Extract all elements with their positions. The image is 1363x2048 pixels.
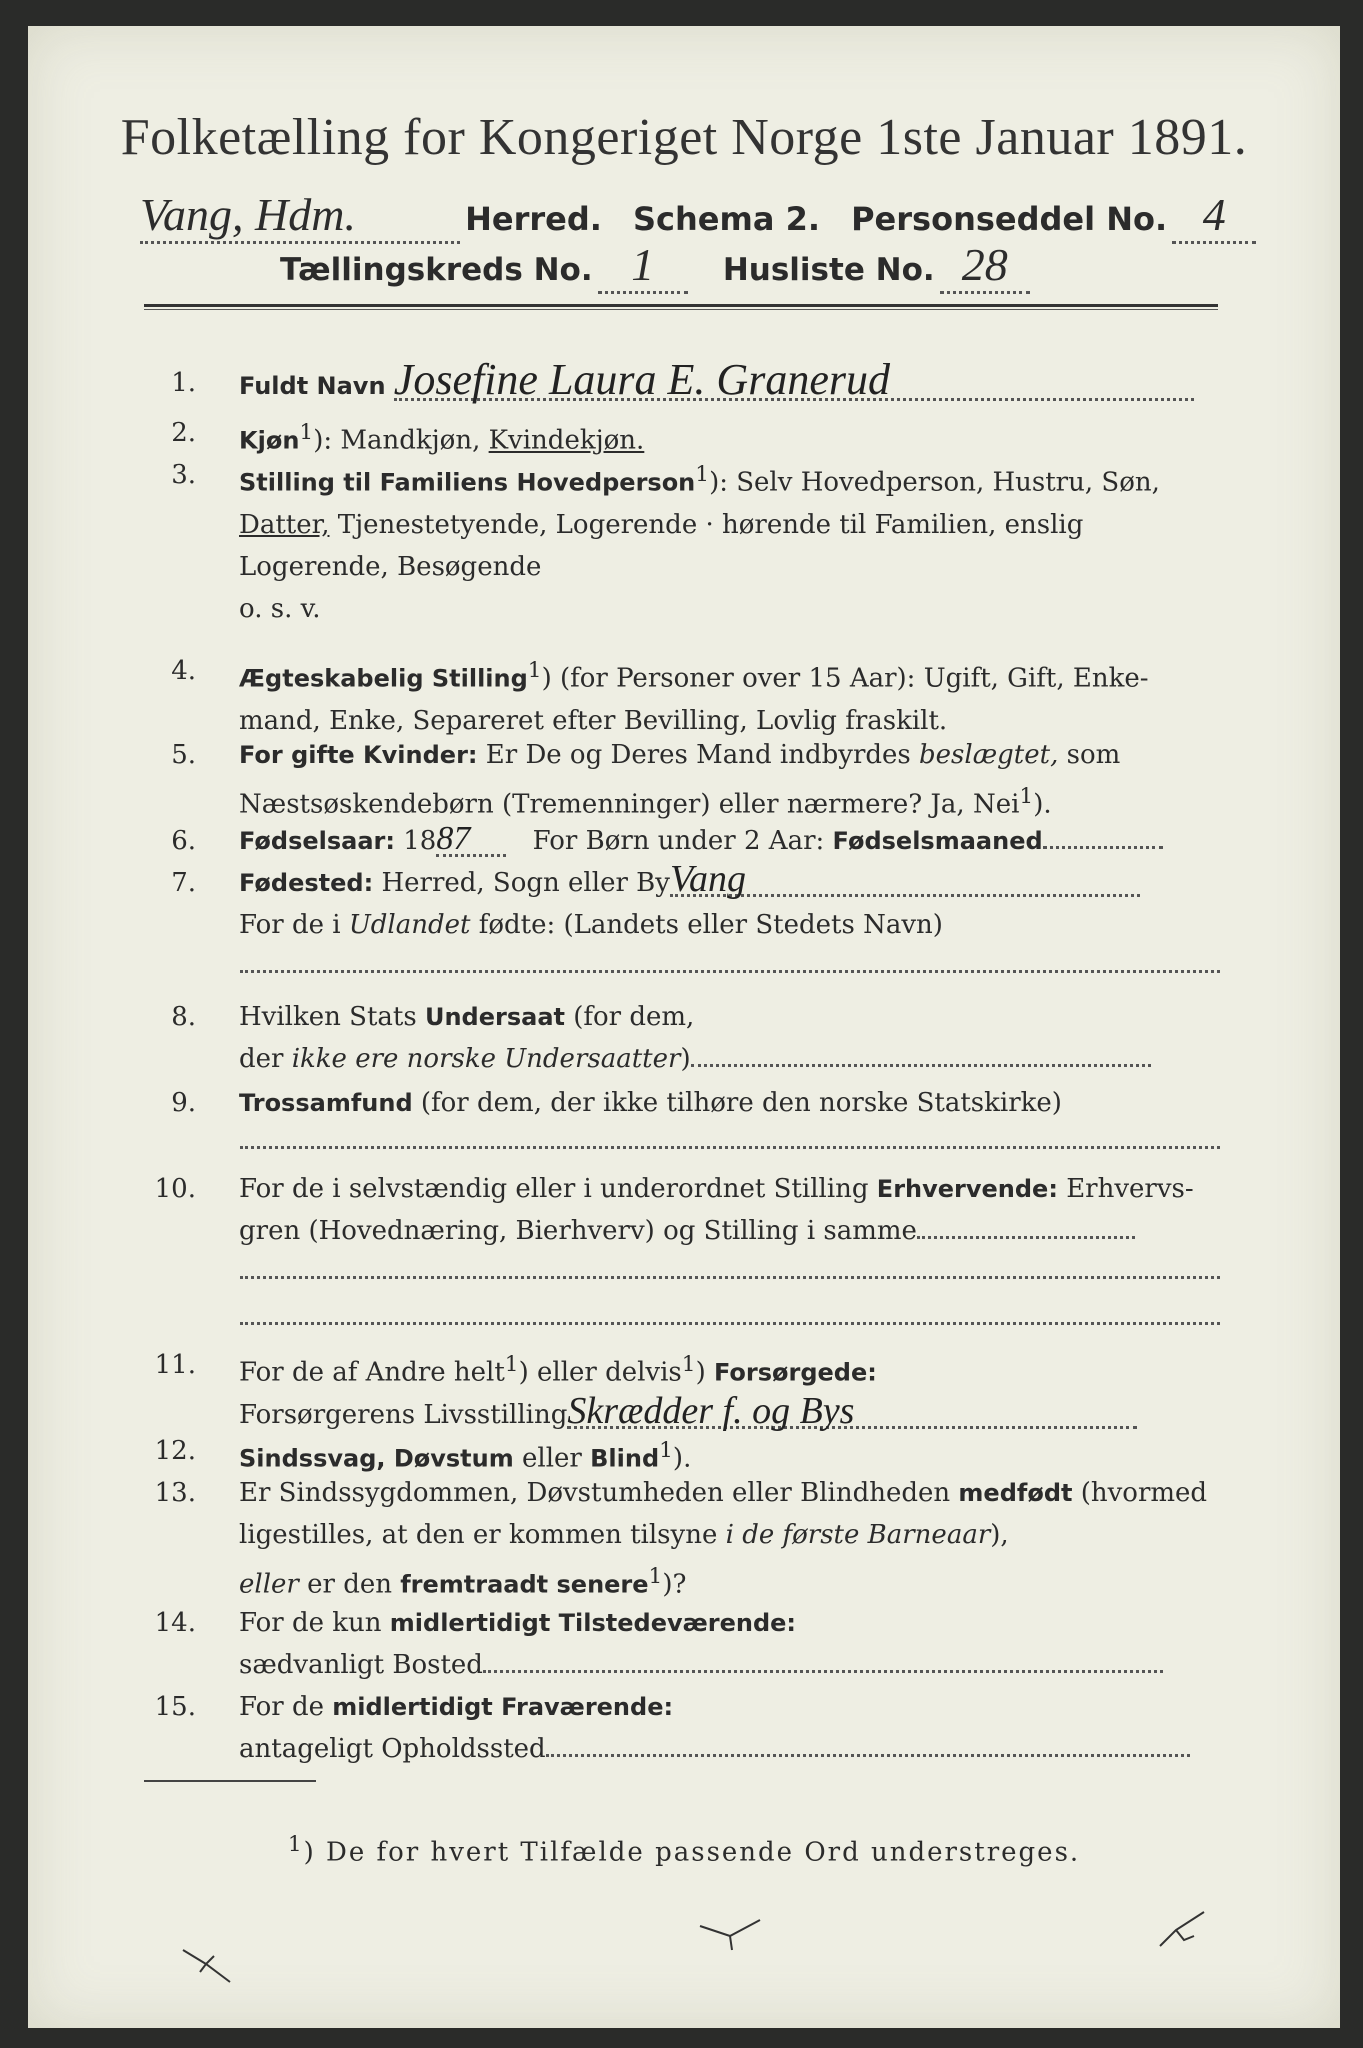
dotted-line [240,970,1220,973]
field-text: (for dem, [564,1002,695,1032]
field-number: 4. [171,656,196,686]
field-text: ikke ere norske Undersaatter [291,1044,681,1074]
field-text: Næstsøskendebørn (Tremenninger) eller nærmere? Ja, Nei [239,789,1020,820]
field-text: mand, Enke, Separeret efter Bevilling, Lovlig fraskilt. [239,705,948,736]
kreds-number: 1 [598,238,688,294]
footnote-ref: 1 [504,1352,519,1377]
field-text: 18 [395,826,437,856]
field-text: Er De og Deres Mand indbyrdes [477,740,920,770]
field-text: eller [239,1569,299,1600]
herred-label: Herred. [465,200,602,238]
residence-blank [483,1656,1163,1673]
header-rule-thin [144,309,1218,310]
field-text: beslægtet, [919,740,1059,770]
field-text: For de af Andre helt [239,1357,505,1388]
field-number: 9. [171,1088,196,1118]
field-text: gren (Hovednæring, Bierhverv) og Stilling i samme [239,1216,917,1246]
field-number: 13. [154,1478,196,1508]
field-label: Stilling til Familiens Hovedperson [239,468,696,497]
dotted-line [240,1276,1220,1279]
field-text: sædvanligt Bosted [239,1650,483,1680]
herred-answer: Vang, Hdm. [140,188,460,244]
field-text: Tjenestetyende, Logerende · hørende til Familien, enslig [329,509,1084,540]
kreds-label: Tællingskreds No. [280,252,593,288]
field-text: Forsørgerens Livsstilling [239,1399,568,1430]
registration-mark-icon [178,1942,238,2002]
field-text: ), [990,1520,1009,1550]
field-text: For de i selvstændig eller i underordnet Stilling [239,1174,877,1204]
field-text: Herred, Sogn eller By [373,868,670,898]
footnote-ref: 1 [695,462,710,487]
field-text: Hvilken Stats [239,1002,425,1032]
citizenship-blank [691,1050,1151,1067]
footnote-ref: 1 [659,1438,673,1463]
field-label: Erhvervende: [876,1175,1058,1203]
field-number: 5. [171,740,196,770]
birthplace-answer: Vang [670,864,1140,897]
field-text: For de i [239,910,349,940]
birth-month-blank [1043,832,1163,849]
field-number: 1. [171,368,196,398]
field-text: i de første Barneaar [725,1520,991,1550]
field-text: ligestilles, at den er kommen tilsyne [239,1520,726,1550]
footnote-ref: 1 [527,658,542,683]
personseddel-label: Personseddel No. [851,200,1168,238]
field-label: Fuldt Navn [239,372,386,400]
field-text: der [239,1044,292,1074]
field-number: 2. [171,418,196,448]
footnote-ref: 1 [648,1564,663,1589]
birth-year-answer: 87 [436,824,506,857]
selected-option: Kvindekjøn. [488,425,645,456]
field-text: fødte: (Landets eller Stedets Navn) [470,910,943,940]
field-text: Er Sindssygdommen, Døvstumheden eller Blindheden [239,1478,959,1508]
field-text: antageligt Opholdssted [239,1734,546,1764]
dotted-line [240,1322,1220,1325]
field-text: ). [1033,789,1052,820]
field-text: ): Selv Hovedperson, Hustru, Søn, [709,467,1160,498]
field-number: 10. [154,1174,196,1204]
field-text: For de kun [239,1608,390,1638]
field-number: 6. [171,826,196,856]
field-number: 8. [171,1002,196,1032]
husliste-label: Husliste No. [722,252,935,288]
field-text: )? [662,1569,687,1600]
footnote-ref: 1 [299,420,314,445]
field-number: 15. [154,1692,196,1722]
selected-option: Datter, [239,509,330,540]
field-number: 7. [171,868,196,898]
field-label: midlertidigt Fraværende: [332,1693,674,1721]
field-text: Erhvervs- [1057,1174,1194,1204]
field-label: Undersaat [424,1003,565,1031]
field-text: (hvormed [1072,1478,1208,1508]
field-number: 14. [154,1608,196,1638]
field-text: ): Mandkjøn, [313,425,489,456]
schema-label: Schema 2. [633,200,820,238]
census-form-page [28,26,1340,2028]
field-label: medfødt [958,1479,1073,1507]
footnote-ref: 1 [1019,784,1034,809]
husliste-number: 28 [940,238,1030,294]
footnote [28,1832,1340,1868]
field-label: For gifte Kvinder: [239,741,478,769]
field-number: 11. [154,1350,196,1380]
form-title: Folketælling for Kongeriget Norge 1ste Januar 1891. [120,109,1248,166]
kreds-line [280,238,1030,294]
footnote-rule [144,1780,316,1782]
field-label: midlertidigt Tilstedeværende: [389,1609,797,1637]
footnote-text: ) De for hvert Tilfælde passende Ord understreges. [303,1837,1081,1868]
field-label: Blind [590,1444,660,1473]
field-label: Fødested: [239,869,374,897]
footnote-ref: 1 [681,1352,696,1377]
occupation-blank [917,1222,1135,1239]
field-number: 3. [171,460,196,490]
field-label: Kjøn [239,426,300,455]
footnote-ref: 1 [287,1832,304,1857]
field-text: er den [298,1569,401,1600]
field-text: o. s. v. [239,593,321,624]
field-text: (for dem, der ikke tilhøre den norske Statskirke) [412,1088,1062,1118]
field-label: Trossamfund [239,1089,413,1117]
field-text: For de [239,1692,333,1722]
field-text: ) eller delvis [518,1357,682,1388]
field-text: Udlandet [348,910,471,940]
field-label: Sindssvag, Døvstum [239,1444,514,1473]
whereabouts-blank [546,1740,1190,1757]
field-text: For Børn under 2 Aar: [532,826,833,856]
registration-mark-icon [1154,1906,1214,1966]
field-text: som [1058,740,1121,770]
field-label: Forsørgede: [713,1358,877,1387]
name-answer: Josefine Laura E. Granerud [394,362,1194,401]
field-text: ) [695,1357,714,1388]
field-text: Logerende, Besøgende [239,551,542,582]
field-text: ). [672,1443,692,1474]
field-label: Fødselsaar: [239,827,395,855]
herred-line [140,188,1256,244]
field-text: ) [680,1044,691,1074]
field-label: fremtraadt senere [400,1570,649,1599]
personseddel-number: 4 [1172,188,1256,244]
field-number: 12. [154,1436,196,1466]
field-text: ) (for Personer over 15 Aar): Ugift, Gift, Enke- [541,663,1149,694]
field-text: eller [513,1443,591,1474]
dotted-line [240,1146,1220,1149]
registration-mark-icon [696,1916,766,1956]
field-label: Ægteskabelig Stilling [239,664,528,693]
provider-answer: Skrædder f. og Bys [567,1396,1137,1429]
header-rule [144,304,1218,307]
field-label: Fødselsmaaned [832,827,1043,855]
